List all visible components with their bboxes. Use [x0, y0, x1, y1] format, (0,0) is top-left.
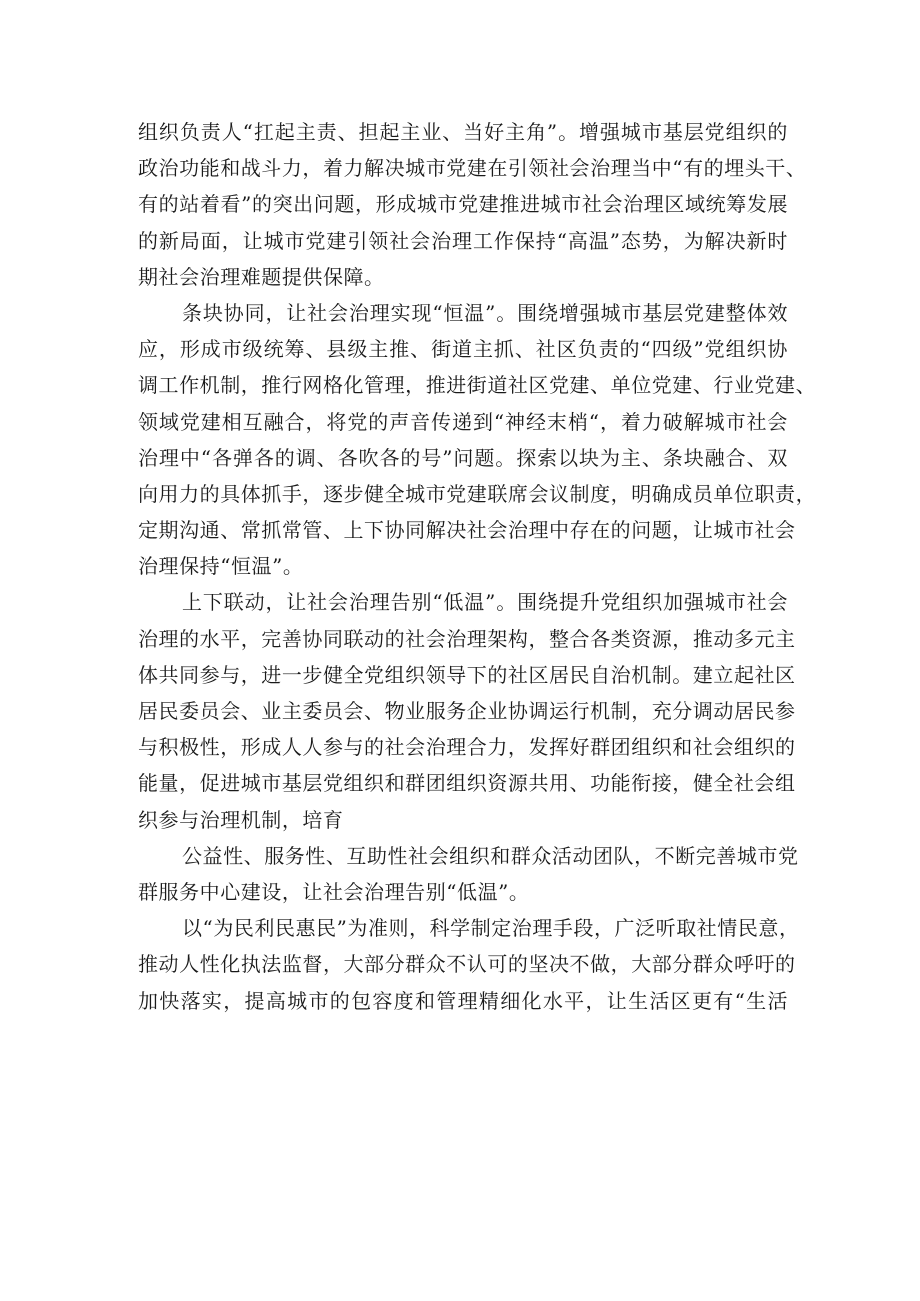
text-line: 治理保持“恒温”。: [138, 554, 304, 579]
body-text: [138, 114, 817, 1019]
text-line: 向用力的具体抓手，逐步健全城市党建联席会议制度，明确成员单位职责，: [138, 481, 817, 506]
text-line: 治理中“各弹各的调、各吹各的号”问题。探索以块为主、条块融合、双: [138, 445, 788, 470]
text-line: 织参与治理机制，培育: [138, 807, 344, 832]
text-line: 体共同参与，进一步健全党组织领导下的社区居民自治机制。建立起社区: [138, 662, 796, 687]
text-line: 领域党建相互融合，将党的声音传递到“神经末梢“，着力破解城市社会: [138, 409, 788, 434]
text-line: 定期沟通、常抓常管、上下协同解决社会治理中存在的问题，让城市社会: [138, 518, 796, 543]
paragraph-3: [138, 584, 796, 837]
text-line: 治理的水平，完善协同联动的社会治理架构，整合各类资源，推动多元主: [138, 626, 796, 651]
text-line: 能量，促进城市基层党组织和群团组织资源共用、功能衔接，健全社会组: [138, 771, 796, 796]
text-line: 公益性、服务性、互助性社会组织和群众活动团队，不断完善城市党: [182, 843, 799, 868]
text-line: 政治功能和战斗力，着力解决城市党建在引领社会治理当中“有的埋头干、: [138, 156, 807, 181]
paragraph-5: [138, 910, 800, 1019]
text-line: 居民委员会、业主委员会、物业服务企业协调运行机制，充分调动居民参: [138, 699, 796, 723]
text-line: 条块协同，让社会治理实现“恒温”。围绕增强城市基层党建整体效: [182, 300, 788, 325]
paragraph-2: [138, 295, 817, 585]
text-line: 群服务中心建设，让社会治理告别“低温”。: [138, 879, 530, 904]
text-line: 以“为民利民惠民”为准则，科学制定治理手段，广泛听取社情民意，: [182, 916, 800, 941]
text-line: 上下联动，让社会治理告别“低温”。围绕提升党组织加强城市社会: [182, 590, 788, 615]
text-line: 应，形成市级统筹、县级主推、街道主抓、社区负责的“四级”党组织协: [138, 337, 788, 362]
paragraph-1: [138, 114, 807, 295]
text-line: 有的站着看”的突出问题，形成城市党建推进城市社会治理区域统筹发展: [138, 192, 788, 217]
text-line: 组织负责人“扛起主责、担起主业、当好主角”。增强城市基层党组织的: [138, 120, 788, 144]
text-line: 与积极性，形成人人参与的社会治理合力，发挥好群团组织和社会组织的: [138, 735, 796, 760]
text-line: 的新局面，让城市党建引领社会治理工作保持“高温”态势，为解决新时: [138, 228, 788, 253]
text-line: 推动人性化执法监督，大部分群众不认可的坚决不做，大部分群众呼吁的: [138, 952, 796, 977]
text-line: 期社会治理难题提供保障。: [138, 264, 385, 289]
paragraph-4: [138, 838, 799, 910]
text-line: 加快落实，提高城市的包容度和管理精细化水平，让生活区更有“生活: [138, 988, 788, 1013]
text-line: 调工作机制，推行网格化管理，推进街道社区党建、单位党建、行业党建、: [138, 373, 817, 398]
